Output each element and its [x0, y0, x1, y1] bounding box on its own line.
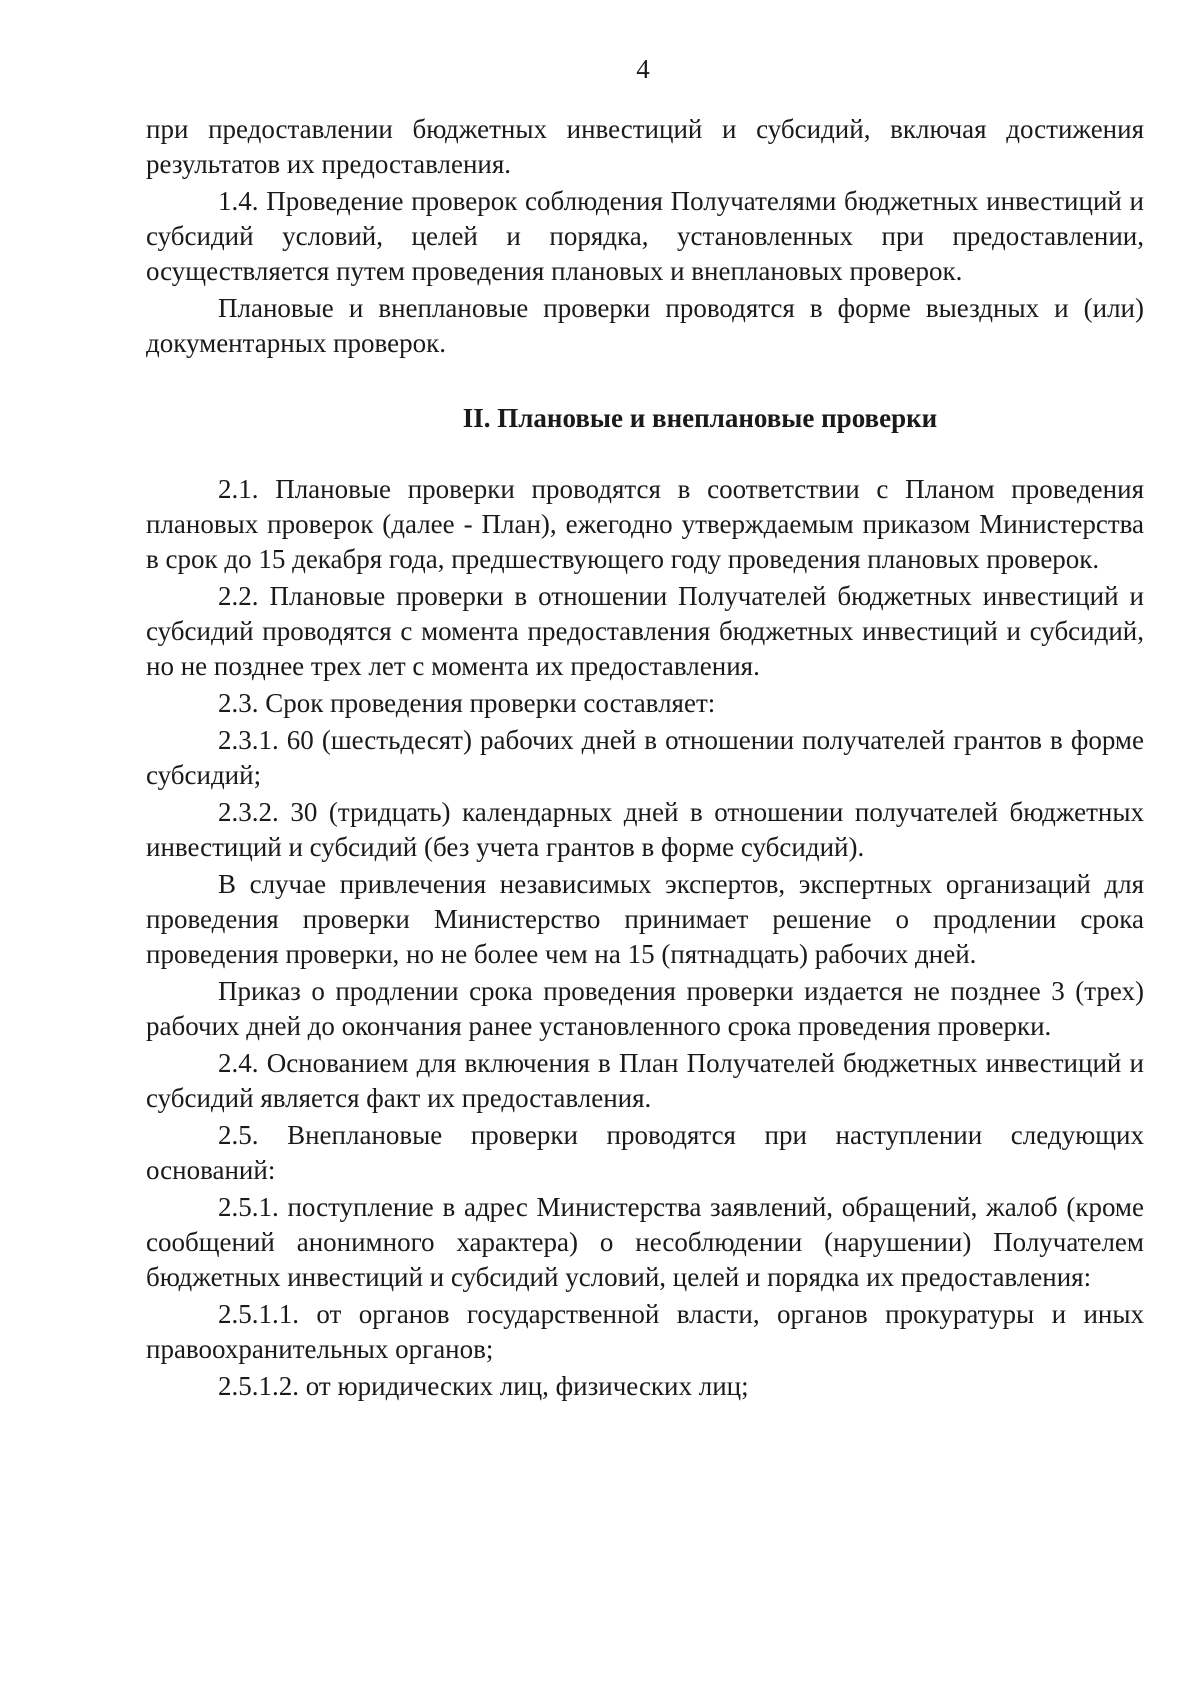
paragraph-experts: В случае привлечения независимых экспертов, экспертных организаций для проведения проверки Министерство принимает решение о продлении срока проведения проверки, но не более чем на 15 (пятнадцать) рабочих дней. — [146, 869, 1144, 969]
paragraph-2-3-1: 2.3.1. 60 (шестьдесят) рабочих дней в отношении получателей грантов в форме субсидий; — [146, 725, 1144, 790]
paragraph-continuation: при предоставлении бюджетных инвестиций и субсидий, включая достижения результатов их предоставления. — [146, 114, 1144, 179]
paragraph-check-forms: Плановые и внеплановые проверки проводятся в форме выездных и (или) документарных проверок. — [146, 293, 1144, 358]
paragraph-2-5-1-1: 2.5.1.1. от органов государственной власти, органов прокуратуры и иных правоохранительных органов; — [146, 1299, 1144, 1364]
paragraph-2-1: 2.1. Плановые проверки проводятся в соответствии с Планом проведения плановых проверок (далее - План), ежегодно утверждаемым приказом Министерства в срок до 15 декабря года, предшествующего году проведения плановых проверок. — [146, 474, 1144, 574]
document-body — [146, 112, 1144, 1404]
page-number: 4 — [636, 54, 650, 84]
paragraph-2-5-1: 2.5.1. поступление в адрес Министерства заявлений, обращений, жалоб (кроме сообщений анонимного характера) о несоблюдении (нарушении) Получателем бюджетных инвестиций и субсидий условий, целей и порядка их предоставления: — [146, 1192, 1144, 1292]
paragraph-2-2: 2.2. Плановые проверки в отношении Получателей бюджетных инвестиций и субсидий проводятся с момента предоставления бюджетных инвестиций и субсидий, но не позднее трех лет с момента их предоставления. — [146, 581, 1144, 681]
section-heading: II. Плановые и внеплановые проверки — [462, 403, 938, 433]
paragraph-2-5-1-2: 2.5.1.2. от юридических лиц, физических лиц; — [218, 1371, 749, 1401]
paragraph-2-4: 2.4. Основанием для включения в План Получателей бюджетных инвестиций и субсидий является факт их предоставления. — [146, 1048, 1144, 1113]
paragraph-2-3-2: 2.3.2. 30 (тридцать) календарных дней в отношении получателей бюджетных инвестиций и субсидий (без учета грантов в форме субсидий). — [146, 797, 1144, 862]
paragraph-1-4: 1.4. Проведение проверок соблюдения Получателями бюджетных инвестиций и субсидий условий, целей и порядка, установленных при предоставлении, осуществляется путем проведения плановых и внеплановых проверок. — [146, 186, 1144, 286]
paragraph-extension-order: Приказ о продлении срока проведения проверки издается не позднее 3 (трех) рабочих дней до окончания ранее установленного срока проведения проверки. — [146, 976, 1144, 1041]
paragraph-2-5: 2.5. Внеплановые проверки проводятся при наступлении следующих оснований: — [146, 1120, 1144, 1185]
paragraph-2-3: 2.3. Срок проведения проверки составляет: — [218, 688, 716, 718]
